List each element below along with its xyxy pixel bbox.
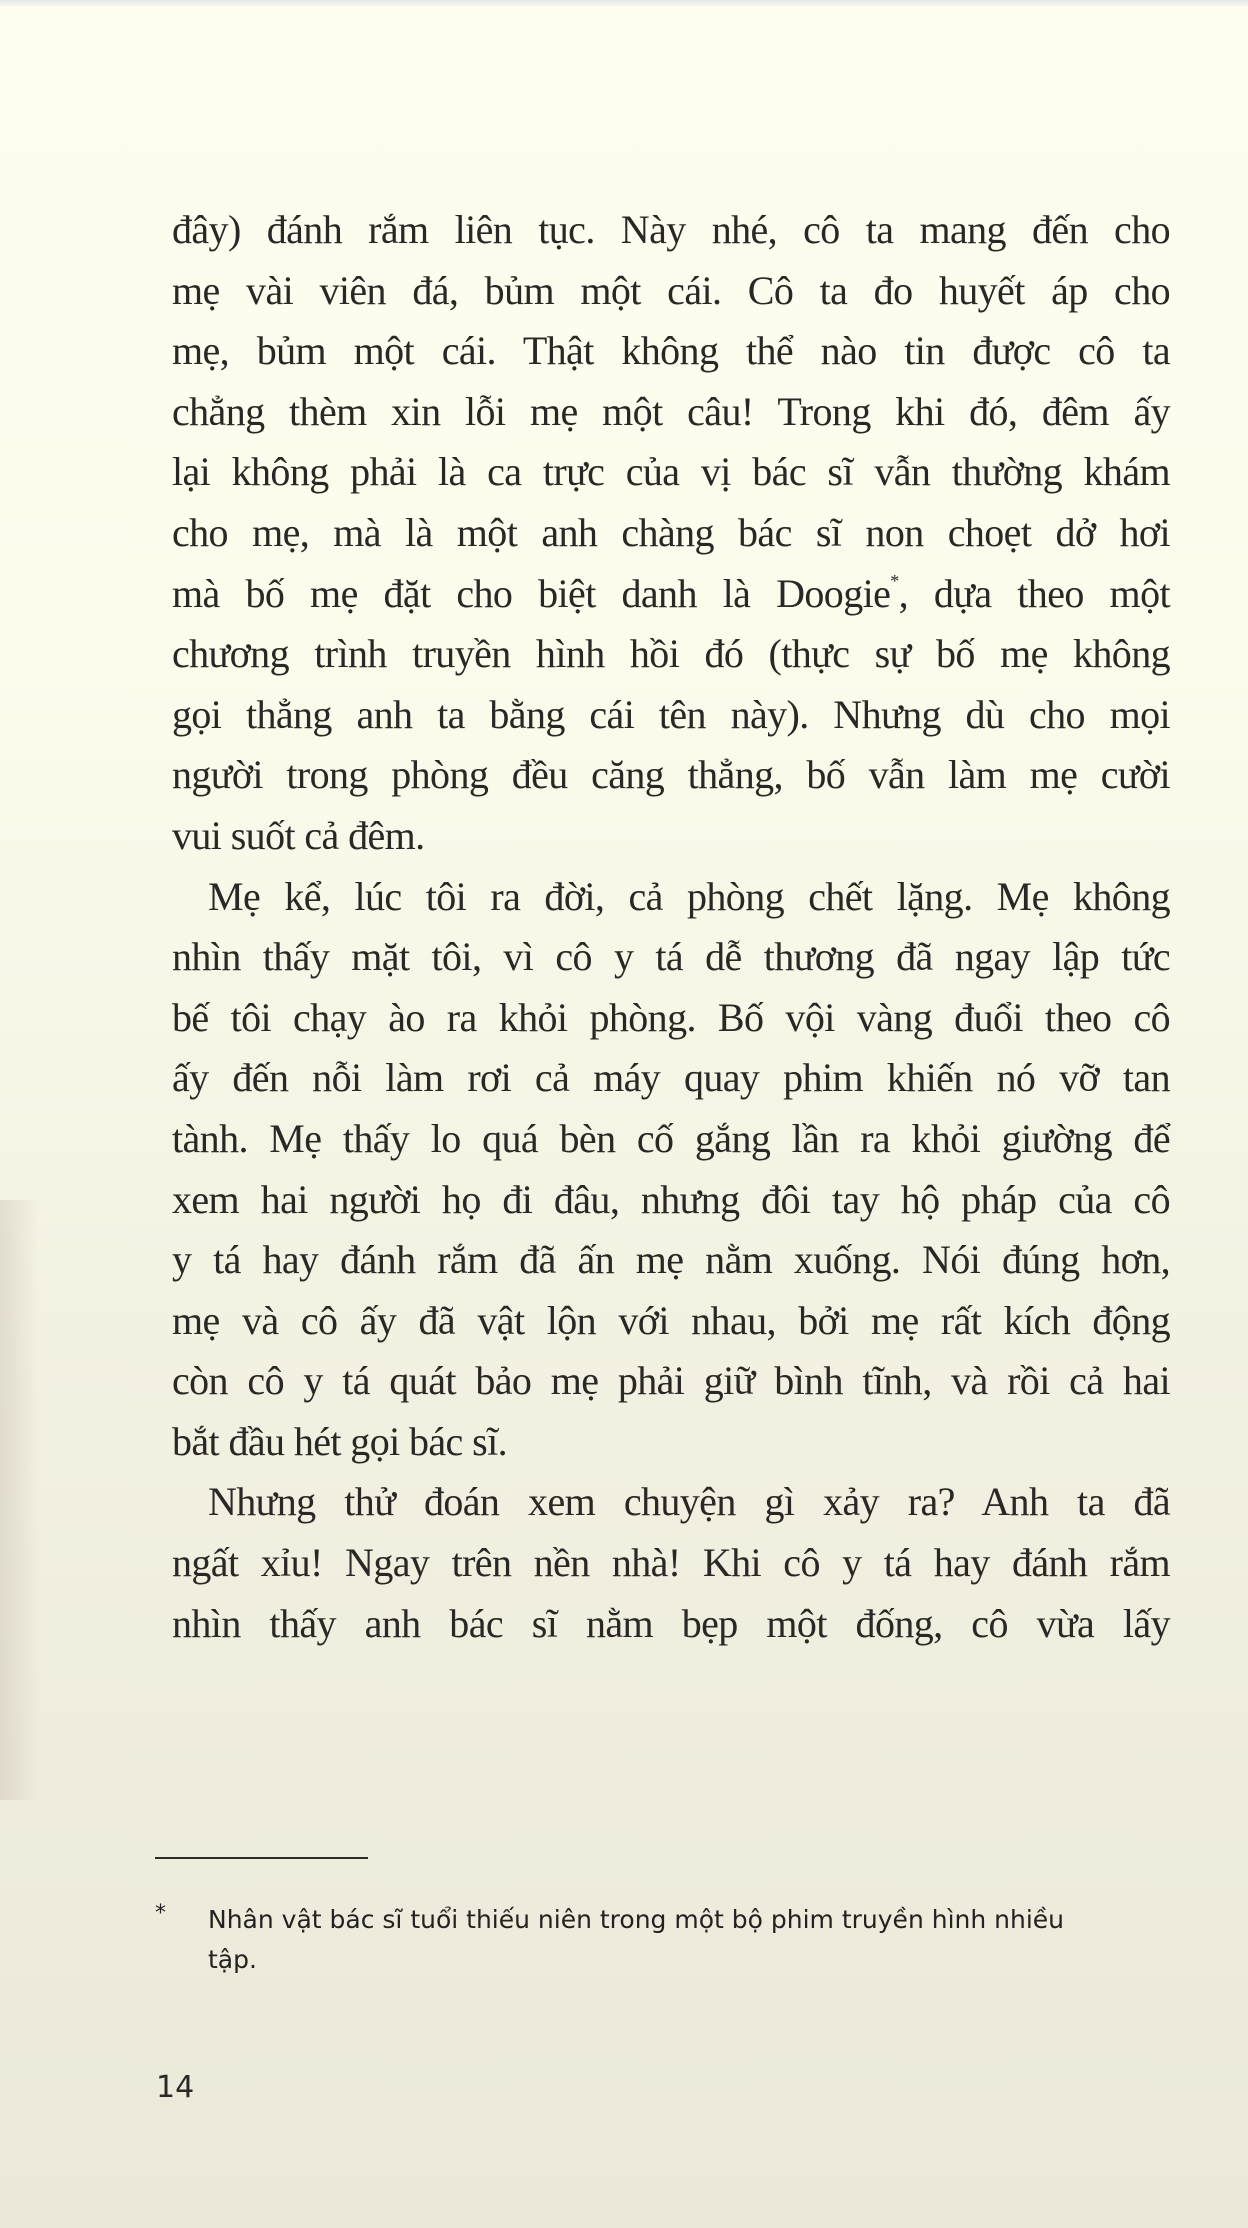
text-line: đây) đánh rắm liên tục. Này nhé, cô ta mang đến cho: [172, 207, 1170, 252]
text-line: còn cô y tá quát bảo mẹ phải giữ bình tĩnh, và rồi cả hai: [172, 1358, 1170, 1404]
text-segment: mà bố mẹ đặt cho biệt danh là Doogie: [172, 570, 891, 616]
text-line: xem hai người họ đi đâu, nhưng đôi tay hộ pháp của cô: [172, 1176, 1170, 1222]
paragraph-1: [172, 200, 1170, 867]
text-line-indented: Mẹ kể, lúc tôi ra đời, cả phòng chết lặng. Mẹ không: [208, 873, 1170, 919]
footnote-text-line: tập.: [208, 1945, 257, 1974]
text-line: vui suốt cả đêm.: [172, 812, 425, 858]
paragraph-2: [172, 867, 1170, 1473]
text-line: mẹ và cô ấy đã vật lộn với nhau, bởi mẹ rất kích động: [172, 1297, 1170, 1343]
text-line: mẹ, bủm một cái. Thật không thể nào tin được cô ta: [172, 328, 1170, 374]
paragraph-3: [172, 1472, 1170, 1654]
text-line: lại không phải là ca trực của vị bác sĩ vẫn thường khám: [172, 449, 1170, 495]
text-line: bế tôi chạy ào ra khỏi phòng. Bố vội vàng đuổi theo cô: [172, 994, 1170, 1040]
text-line: chẳng thèm xin lỗi mẹ một câu! Trong khi đó, đêm ấy: [172, 388, 1170, 434]
text-line: nhìn thấy anh bác sĩ nằm bẹp một đống, cô vừa lấy: [172, 1600, 1170, 1646]
scan-top-edge: [0, 0, 1248, 6]
text-line-with-footnote: [172, 564, 1170, 625]
text-line: người trong phòng đều căng thẳng, bố vẫn làm mẹ cười: [172, 752, 1170, 798]
text-line: gọi thẳng anh ta bằng cái tên này). Nhưng dù cho mọi: [172, 691, 1170, 737]
text-segment: , dựa theo một: [898, 570, 1170, 616]
text-line: cho mẹ, mà là một anh chàng bác sĩ non choẹt dở hơi: [172, 509, 1170, 555]
text-line: bắt đầu hét gọi bác sĩ.: [172, 1418, 507, 1464]
text-line: chương trình truyền hình hồi đó (thực sự bố mẹ không: [172, 631, 1170, 677]
text-line-indented: Nhưng thử đoán xem chuyện gì xảy ra? Anh ta đã: [208, 1479, 1170, 1525]
text-line: tành. Mẹ thấy lo quá bèn cố gắng lần ra khỏi giường để: [172, 1115, 1170, 1161]
footnote-reference-mark: *: [890, 570, 899, 591]
page-body-text: [172, 200, 1170, 1654]
footnote-mark: *: [155, 1901, 166, 1926]
footnote: [155, 1900, 1170, 1980]
footnote-separator-rule: [155, 1857, 368, 1859]
text-line: y tá hay đánh rắm đã ấn mẹ nằm xuống. Nói đúng hơn,: [172, 1237, 1170, 1283]
text-line: mẹ vài viên đá, bủm một cái. Cô ta đo huyết áp cho: [172, 267, 1170, 313]
page-gutter-shadow: [0, 1200, 40, 1800]
text-line: nhìn thấy mặt tôi, vì cô y tá dễ thương đã ngay lập tức: [172, 934, 1170, 980]
footnote-text-line: Nhân vật bác sĩ tuổi thiếu niên trong một bộ phim truyền hình nhiều: [208, 1905, 1065, 1934]
text-line: ngất xỉu! Ngay trên nền nhà! Khi cô y tá hay đánh rắm: [172, 1540, 1170, 1586]
page-number: 14: [156, 2070, 195, 2105]
text-line: ấy đến nỗi làm rơi cả máy quay phim khiến nó vỡ tan: [172, 1055, 1170, 1101]
